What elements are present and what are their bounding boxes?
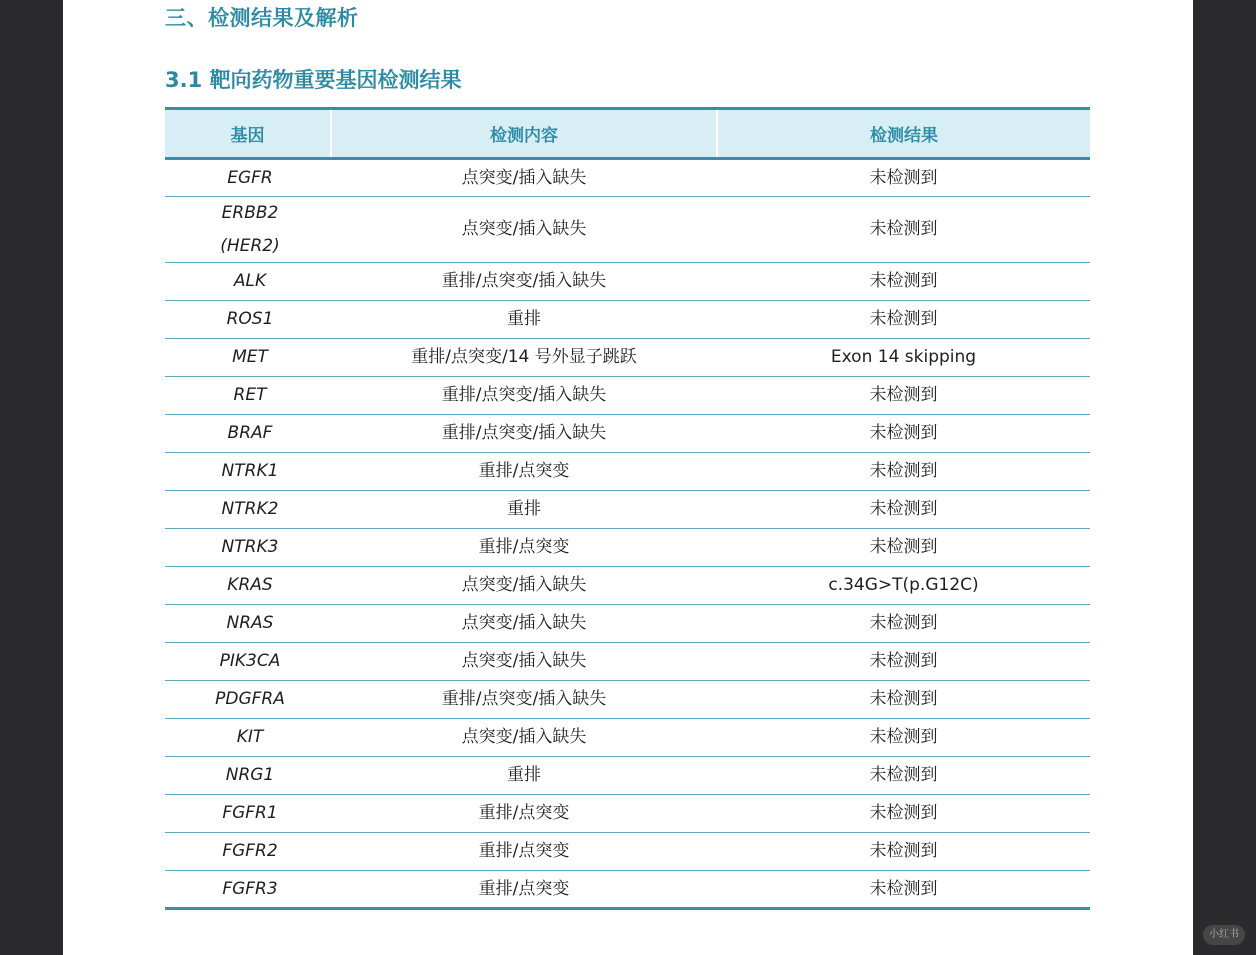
content-cell: 重排/点突变 [478,803,570,824]
gene-cell [165,643,331,681]
table-row [165,719,1090,757]
result-cell: 未检测到 [869,167,938,188]
gene-name: KRAS [227,575,273,596]
result-cell: 未检测到 [869,841,938,862]
content-cell: 重排/点突变/插入缺失 [441,271,607,292]
result-cell: 未检测到 [869,385,938,406]
table-row [165,301,1090,339]
content-cell: 点突变/插入缺失 [461,167,587,188]
result-cell: Exon 14 skipping [830,347,977,368]
content-cell: 重排 [507,499,541,520]
content-cell: 重排 [507,765,541,786]
gene-cell [165,415,331,453]
gene-cell [165,263,331,301]
table-row [165,263,1090,301]
table-row [165,529,1090,567]
gene-name: MET [232,347,268,368]
gene-name: NTRK2 [221,499,279,520]
table-row [165,491,1090,529]
gene-name: NTRK3 [221,537,279,558]
gene-name: FGFR1 [222,803,278,824]
gene-cell [165,159,331,197]
gene-cell [165,453,331,491]
result-cell: 未检测到 [869,423,938,444]
result-cell: 未检测到 [869,878,938,899]
sub-title: 3.1 靶向药物重要基因检测结果 [165,68,462,92]
section-title: 三、检测结果及解析 [165,6,359,30]
content-cell: 重排/点突变/插入缺失 [441,385,607,406]
result-cell: c.34G>T(p.G12C) [828,575,979,596]
content-cell: 重排/点突变 [478,461,570,482]
gene-cell [165,301,331,339]
result-cell: 未检测到 [869,461,938,482]
table-row [165,681,1090,719]
content-cell: 点突变/插入缺失 [461,727,587,748]
table-row [165,757,1090,795]
content-cell: 点突变/插入缺失 [461,575,587,596]
content-cell: 重排/点突变 [478,537,570,558]
gene-name: EGFR [227,167,273,188]
gene-name: ROS1 [226,309,274,330]
gene-name: PIK3CA [219,651,281,672]
content-cell: 点突变/插入缺失 [461,651,587,672]
table-row [165,795,1090,833]
table-row [165,871,1090,909]
table-row [165,415,1090,453]
gene-name: FGFR2 [222,841,278,862]
gene-result-table [165,107,1090,910]
result-cell: 未检测到 [869,499,938,520]
header-gene: 基因 [230,126,265,146]
table-row [165,643,1090,681]
gene-name: ALK [233,271,267,292]
gene-name: NRG1 [225,765,275,786]
gene-cell [165,197,331,263]
result-cell: 未检测到 [869,271,938,292]
gene-cell [165,757,331,795]
gene-cell [165,605,331,643]
table-body [165,159,1090,909]
content-cell: 重排/点突变/插入缺失 [441,689,607,710]
content-cell: 重排 [507,309,541,330]
document-page [63,0,1193,955]
table-row [165,339,1090,377]
gene-cell [165,377,331,415]
watermark-logo: 小红书 [1203,925,1245,945]
gene-name: ERBB2 [221,203,279,224]
result-cell: 未检测到 [869,309,938,330]
gene-alias: (HER2) [220,235,280,256]
table-row [165,567,1090,605]
content-cell: 重排/点突变/14 号外显子跳跃 [411,347,637,368]
content-cell: 点突变/插入缺失 [461,219,587,240]
header-result: 检测结果 [717,109,1090,159]
result-cell: 未检测到 [869,727,938,748]
result-cell: 未检测到 [869,651,938,672]
gene-name: NRAS [226,613,274,634]
result-cell: 未检测到 [869,803,938,824]
gene-name: KIT [236,727,264,748]
gene-cell [165,719,331,757]
gene-name: FGFR3 [222,878,278,899]
viewer-side-panel [1193,0,1256,955]
result-cell: 未检测到 [869,765,938,786]
result-cell: 未检测到 [869,219,938,240]
result-cell: 未检测到 [869,537,938,558]
content-cell: 重排/点突变/插入缺失 [441,423,607,444]
result-cell: 未检测到 [869,689,938,710]
header-content: 检测内容 [331,109,717,159]
gene-cell [165,833,331,871]
table-row [165,605,1090,643]
table-row [165,453,1090,491]
gene-name: NTRK1 [221,461,279,482]
content-cell: 点突变/插入缺失 [461,613,587,634]
table-row [165,197,1090,263]
content-cell: 重排/点突变 [478,878,570,899]
gene-cell [165,339,331,377]
table-row [165,377,1090,415]
gene-cell [165,491,331,529]
gene-name: BRAF [227,423,273,444]
gene-cell [165,681,331,719]
gene-cell [165,529,331,567]
gene-cell [165,871,331,909]
table-header [165,109,1090,159]
content-cell: 重排/点突变 [478,841,570,862]
result-cell: 未检测到 [869,613,938,634]
table-row [165,833,1090,871]
gene-name: PDGFRA [215,689,285,710]
gene-cell [165,795,331,833]
gene-name: RET [233,385,267,406]
gene-cell [165,567,331,605]
table-row [165,159,1090,197]
